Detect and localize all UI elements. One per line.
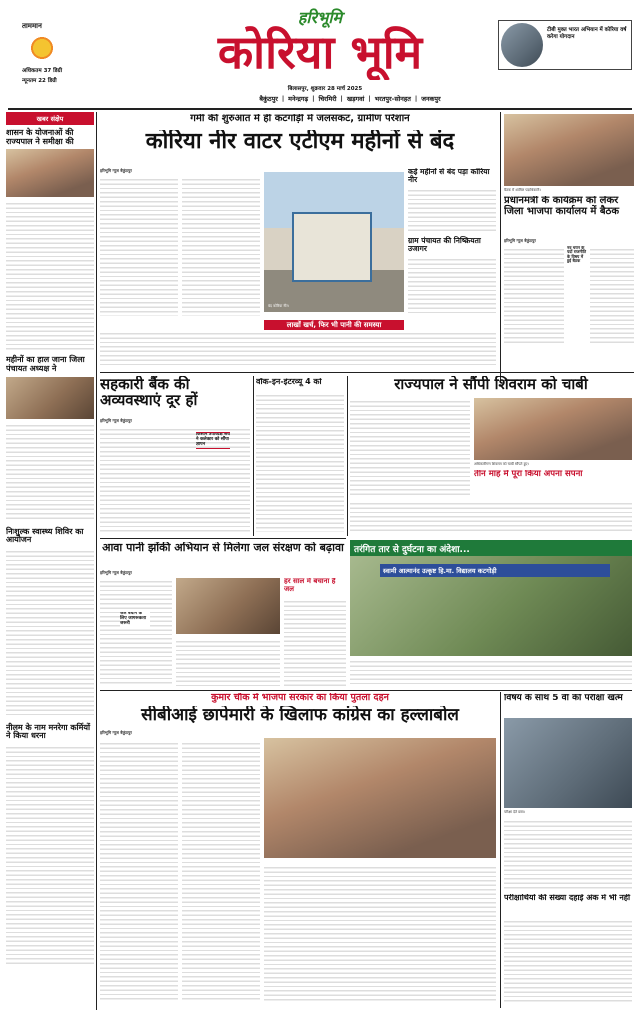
exam-headline: विषय के साथ 5 वीं की परीक्षा खत्म <box>504 694 623 703</box>
exam-caption: परीक्षा देते छात्र। <box>504 810 525 814</box>
accident-headline: तरंगित तार से दुर्घटना का अंदेशा... <box>350 540 632 557</box>
left-headline-2: महीनों का हाल जाना जिला पंचायत अध्यक्ष ने <box>6 355 85 373</box>
bank-byline: हरिभूमि न्यूज बैकुंठपुर <box>100 418 132 423</box>
governor-text <box>350 398 470 498</box>
lead-text-b <box>182 176 260 316</box>
cbi-photo <box>264 738 496 858</box>
city-strip: बैकुंठपुर | मनेन्द्रगढ़ | चिरमिरी | खड़गवां | भरतपुर-सोनहत | जनकपुर <box>200 94 500 106</box>
governor-photo <box>474 398 632 460</box>
water-pull: जल बचाने के लिए जागरूकता जरूरी <box>120 612 150 627</box>
exam-sub-headline: परीक्षार्थियों की संख्या दहाई अंक में भी नहीं <box>504 894 631 902</box>
right-byline: हरिभूमि न्यूज बैकुंठपुर <box>504 238 536 243</box>
left-headline-1: शासन के योजनाओं की राज्यपाल ने समीक्षा की <box>6 128 74 146</box>
cbi-headline: सीबीआई छापेमारी के खिलाफ कांग्रेस का हल्लाबोल <box>141 706 459 725</box>
bank-quote: किसान उपाध्यक्ष संघ ने कलेक्टर को सौंपा ज्ञापन <box>196 432 230 447</box>
water-byline: हरिभूमि न्यूज बैकुंठपुर <box>100 570 132 575</box>
khabar-sankshep: खबर संक्षेप <box>6 112 94 125</box>
right-photo-caption: बैठक में शामिल पदाधिकारी। <box>504 188 541 192</box>
city-item: खड़गवां <box>346 95 365 103</box>
right-photo <box>504 114 634 186</box>
cbi-text-a <box>100 740 178 1002</box>
water-text-b <box>176 638 280 686</box>
brand-tagline: हरिभूमि <box>297 8 343 27</box>
water-photo <box>176 578 280 634</box>
exam-text <box>504 818 632 890</box>
walk-in-text <box>256 392 344 532</box>
teen-maah-text <box>350 500 632 534</box>
teen-maah-headline: तीन माह में पूरा किया अपना सपना <box>474 470 583 479</box>
lead-photo <box>264 172 404 312</box>
left-headline-4: नीलम के नाम मनरेगा कर्मियों ने किया धरना <box>6 722 91 741</box>
governor-headline: राज्यपाल ने सौंपी शिवराम को चाबी <box>394 376 588 393</box>
lead-bottom-strap: लाखों खर्च, फिर भी पानी की समस्या <box>264 320 404 331</box>
left-photo-2 <box>6 377 94 419</box>
governor-caption: अधिकारीगण शिवराम को चाबी सौंपते हुए। <box>474 462 529 466</box>
lead-text-a <box>100 176 178 316</box>
left-column <box>6 112 94 1010</box>
left-photo-1 <box>6 149 94 197</box>
exam-sub-text <box>504 918 632 1002</box>
water-headline: आवा पानी झोंकी अभियान से मिलेगा जल संरक्षण को बढ़ावा <box>102 542 344 554</box>
left-headline-3: निःशुल्क स्वास्थ्य शिविर का आयोजन <box>6 526 84 545</box>
lead-sub2: ग्राम पंचायत की निष्क्रियता उजागर <box>408 236 481 254</box>
weather-label: ताममान <box>22 22 42 30</box>
right-ear <box>498 20 632 70</box>
bank-headline: सहकारी बैंक की अव्यवस्थाएं दूर हों <box>100 376 198 409</box>
atm-booth <box>292 212 372 282</box>
top-strap: गर्मी की शुरुआत में ही कटगोड़ी में जलसंकट, ग्रामीण परेशान <box>190 114 410 124</box>
cbi-text-b <box>182 740 260 1002</box>
weather-ear <box>22 22 92 92</box>
water-side-text <box>284 598 346 686</box>
water-side-head: हर साल में बचाना है जल <box>284 578 336 593</box>
school-banner: स्वामी आत्मानंद उत्कृष्ट हि.मा. विद्यालय कटगोड़ी <box>380 564 610 577</box>
cbi-byline: हरिभूमि न्यूज बैकुंठपुर <box>100 730 132 735</box>
dateline: बिलासपुर, शुक्रवार 28 मार्च 2025 <box>287 86 363 92</box>
lead-photo-caption: बंद कोरिया नीर। <box>268 304 290 308</box>
lead-headline: कोरिया नीर वाटर एटीएम महीनों से बंद <box>145 130 455 154</box>
ear-text: टीबी मुक्त भारत अभियान में कोरिया वर्ष करेगा योगदान <box>547 27 627 40</box>
right-text-2 <box>590 246 634 346</box>
masthead <box>0 0 640 112</box>
lead-sub1: कई महीनों से बंद पड़ा कोरिया नीर <box>408 168 490 185</box>
school-photo <box>350 556 632 656</box>
city-item: चिरमिरी <box>318 95 337 103</box>
right-text-1 <box>504 246 564 346</box>
right-headline-1: प्रधानमंत्री के कार्यक्रम को लेकर जिला भाजपा कार्यालय में बैठक <box>504 196 620 217</box>
kumar-chowk-headline: कुमार चौक में भाजपा सरकार का किया पुतला दहन <box>211 693 389 703</box>
min-temp: न्यूनतम 22 डिग्री <box>22 78 57 84</box>
city-item: जनकपुर <box>421 95 441 103</box>
exam-photo <box>504 718 632 808</box>
walk-in-headline: वॉक-इन-इंटरव्यू 4 को <box>256 378 322 386</box>
left-text-3 <box>6 548 94 718</box>
city-item: बैकुंठपुर <box>259 95 278 103</box>
max-temp: अधिकतम 37 डिग्री <box>22 68 63 74</box>
water-text-a <box>100 578 172 686</box>
city-item: भरतपुर-सोनहत <box>374 95 411 103</box>
left-text-2 <box>6 422 94 522</box>
accident-text <box>350 658 632 684</box>
tb-ear-photo <box>501 23 543 67</box>
right-pullquote: नव चयन के पदों राजनीति के विषय में हुई बैठक <box>567 246 587 263</box>
left-text-4 <box>6 744 94 964</box>
cbi-text-c <box>264 864 496 1002</box>
page-title: कोरिया भूमि <box>217 25 423 79</box>
sun-icon <box>28 34 56 62</box>
city-item: मनेन्द्रगढ़ <box>288 95 309 103</box>
left-text-1 <box>6 200 94 350</box>
lead-byline: हरिभूमि न्यूज बैकुंठपुर <box>100 168 132 173</box>
